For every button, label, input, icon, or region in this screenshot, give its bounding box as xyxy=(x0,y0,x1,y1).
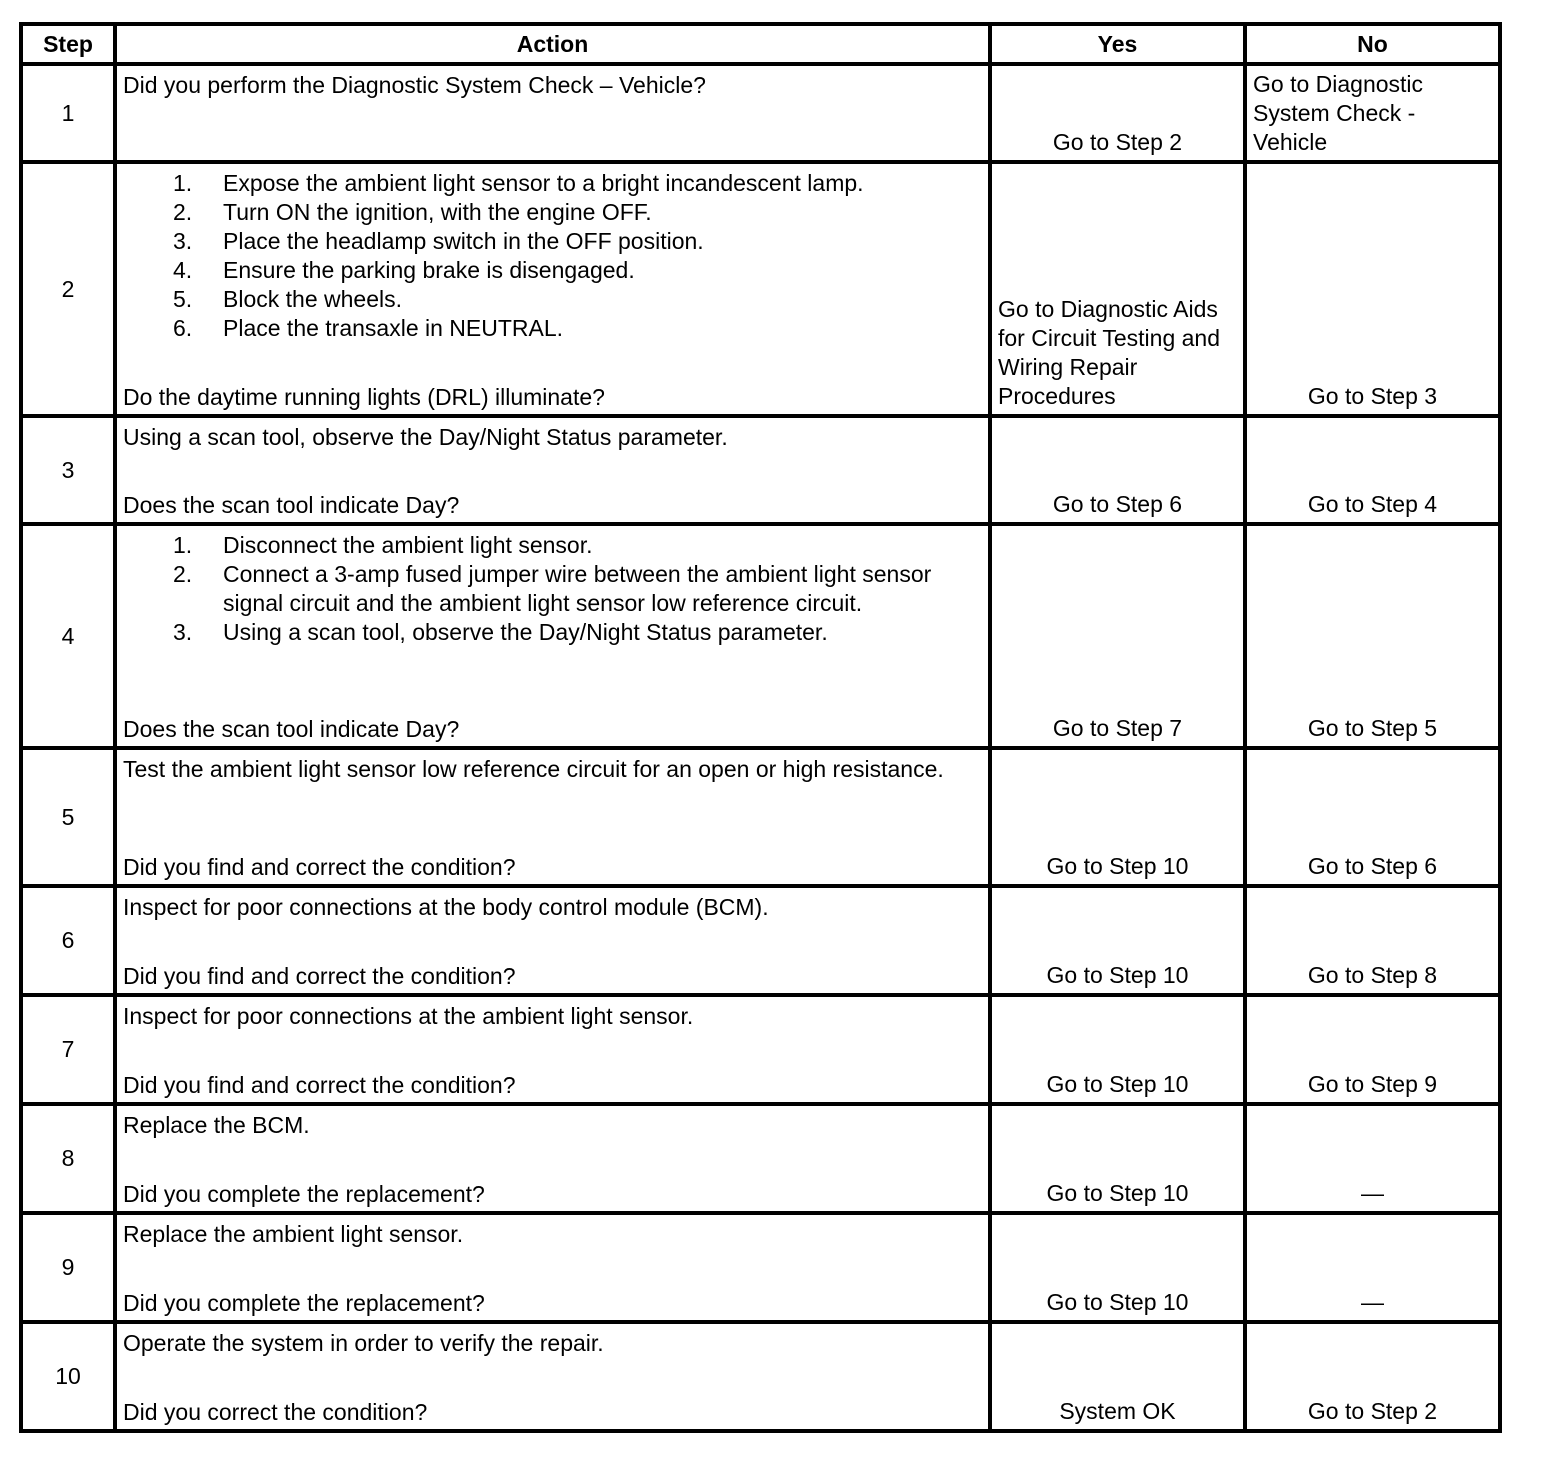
step-number: 5 xyxy=(21,748,115,886)
yes-result: Go to Step 10 xyxy=(990,886,1245,995)
procedure-item-text: Place the headlamp switch in the OFF position. xyxy=(223,228,704,254)
table-row xyxy=(21,524,1500,748)
action-top xyxy=(123,531,982,647)
table-row xyxy=(21,162,1500,416)
no-result: Go to Step 8 xyxy=(1245,886,1500,995)
action-question: Did you correct the condition? xyxy=(123,1399,428,1425)
action-cell xyxy=(115,1322,990,1431)
procedure-item xyxy=(173,198,982,227)
step-number: 9 xyxy=(21,1213,115,1322)
yes-result: Go to Step 6 xyxy=(990,416,1245,524)
step-number: 2 xyxy=(21,162,115,416)
action-top xyxy=(123,169,982,343)
action-question: Did you find and correct the condition? xyxy=(123,1072,516,1098)
header-action: Action xyxy=(115,24,990,64)
header-step: Step xyxy=(21,24,115,64)
table-row xyxy=(21,886,1500,995)
procedure-item-number: 3. xyxy=(173,228,193,254)
step-number: 3 xyxy=(21,416,115,524)
table-row xyxy=(21,1213,1500,1322)
action-content xyxy=(123,1329,982,1427)
header-yes: Yes xyxy=(990,24,1245,64)
no-result: Go to Step 3 xyxy=(1245,162,1500,416)
procedure-item xyxy=(173,560,982,618)
procedure-item-text: Ensure the parking brake is disengaged. xyxy=(223,257,635,283)
yes-result: Go to Step 10 xyxy=(990,748,1245,886)
action-cell xyxy=(115,64,990,162)
procedure-item-text: Connect a 3-amp fused jumper wire between the ambient light sensor signal circuit and the ambient light sensor low reference circuit. xyxy=(223,561,932,616)
step-number: 4 xyxy=(21,524,115,748)
action-content xyxy=(123,1220,982,1318)
diagnostic-table xyxy=(19,22,1502,1433)
procedure-item xyxy=(173,618,982,647)
no-result: Go to Step 4 xyxy=(1245,416,1500,524)
action-content xyxy=(123,1002,982,1100)
procedure-item-text: Turn ON the ignition, with the engine OFF. xyxy=(223,199,652,225)
yes-result: Go to Step 2 xyxy=(990,64,1245,162)
step-number: 8 xyxy=(21,1104,115,1213)
table-body xyxy=(21,64,1500,1431)
header-no: No xyxy=(1245,24,1500,64)
action-content xyxy=(123,423,982,520)
procedure-item-number: 2. xyxy=(173,199,193,225)
action-top xyxy=(123,893,982,922)
diagnostic-table-container xyxy=(19,22,1502,1433)
no-result: Go to Step 6 xyxy=(1245,748,1500,886)
table-row xyxy=(21,416,1500,524)
procedure-item-number: 1. xyxy=(173,170,193,196)
action-top xyxy=(123,1220,982,1249)
procedure-item-number: 6. xyxy=(173,315,193,341)
action-instruction: Inspect for poor connections at the body control module (BCM). xyxy=(123,894,769,920)
action-top xyxy=(123,1329,982,1358)
no-result: — xyxy=(1245,1213,1500,1322)
table-row xyxy=(21,1322,1500,1431)
yes-result: Go to Step 10 xyxy=(990,1104,1245,1213)
action-top xyxy=(123,755,982,784)
procedure-item-number: 5. xyxy=(173,286,193,312)
action-instruction: Replace the BCM. xyxy=(123,1112,310,1138)
table-row xyxy=(21,995,1500,1104)
procedure-list xyxy=(123,531,982,647)
procedure-item xyxy=(173,285,982,314)
action-instruction: Operate the system in order to verify the repair. xyxy=(123,1330,604,1356)
procedure-item-text: Disconnect the ambient light sensor. xyxy=(223,532,593,558)
yes-result: Go to Step 7 xyxy=(990,524,1245,748)
action-question: Does the scan tool indicate Day? xyxy=(123,716,460,742)
step-number: 6 xyxy=(21,886,115,995)
action-question: Did you find and correct the condition? xyxy=(123,963,516,989)
procedure-list xyxy=(123,169,982,343)
procedure-item-text: Block the wheels. xyxy=(223,286,402,312)
procedure-item-number: 1. xyxy=(173,532,193,558)
action-cell xyxy=(115,995,990,1104)
step-number: 7 xyxy=(21,995,115,1104)
no-result: Go to Step 5 xyxy=(1245,524,1500,748)
action-question: Do the daytime running lights (DRL) illuminate? xyxy=(123,384,605,410)
action-top xyxy=(123,1111,982,1140)
procedure-item xyxy=(173,227,982,256)
action-content xyxy=(123,71,982,158)
action-cell xyxy=(115,1213,990,1322)
action-content xyxy=(123,1111,982,1209)
yes-result: Go to Step 10 xyxy=(990,1213,1245,1322)
action-content xyxy=(123,755,982,882)
table-row xyxy=(21,64,1500,162)
action-top xyxy=(123,1002,982,1031)
table-row xyxy=(21,748,1500,886)
yes-result: System OK xyxy=(990,1322,1245,1431)
action-question: Did you find and correct the condition? xyxy=(123,854,516,880)
step-number: 10 xyxy=(21,1322,115,1431)
action-instruction: Did you perform the Diagnostic System Check – Vehicle? xyxy=(123,72,706,98)
action-cell xyxy=(115,416,990,524)
action-question: Did you complete the replacement? xyxy=(123,1290,485,1316)
procedure-item xyxy=(173,531,982,560)
step-number: 1 xyxy=(21,64,115,162)
procedure-item-number: 3. xyxy=(173,619,193,645)
action-instruction: Test the ambient light sensor low reference circuit for an open or high resistance. xyxy=(123,756,944,782)
procedure-item xyxy=(173,256,982,285)
yes-result: Go to Diagnostic Aids for Circuit Testing and Wiring Repair Procedures xyxy=(990,162,1245,416)
action-top xyxy=(123,423,982,452)
action-content xyxy=(123,169,982,412)
action-top xyxy=(123,71,982,100)
no-result: — xyxy=(1245,1104,1500,1213)
no-result: Go to Step 2 xyxy=(1245,1322,1500,1431)
action-instruction: Inspect for poor connections at the ambient light sensor. xyxy=(123,1003,694,1029)
procedure-item xyxy=(173,169,982,198)
procedure-item-number: 4. xyxy=(173,257,193,283)
table-row xyxy=(21,1104,1500,1213)
yes-result: Go to Step 10 xyxy=(990,995,1245,1104)
procedure-item-text: Expose the ambient light sensor to a bright incandescent lamp. xyxy=(223,170,864,196)
action-question: Does the scan tool indicate Day? xyxy=(123,492,460,518)
no-result: Go to Step 9 xyxy=(1245,995,1500,1104)
procedure-item-text: Place the transaxle in NEUTRAL. xyxy=(223,315,564,341)
action-instruction: Using a scan tool, observe the Day/Night Status parameter. xyxy=(123,424,728,450)
no-result: Go to Diagnostic System Check - Vehicle xyxy=(1245,64,1500,162)
procedure-item-number: 2. xyxy=(173,561,193,587)
action-cell xyxy=(115,1104,990,1213)
action-instruction: Replace the ambient light sensor. xyxy=(123,1221,464,1247)
action-content xyxy=(123,893,982,991)
action-content xyxy=(123,531,982,744)
action-question: Did you complete the replacement? xyxy=(123,1181,485,1207)
action-cell xyxy=(115,162,990,416)
procedure-item xyxy=(173,314,982,343)
action-cell xyxy=(115,524,990,748)
header-row xyxy=(21,24,1500,64)
action-cell xyxy=(115,748,990,886)
action-cell xyxy=(115,886,990,995)
procedure-item-text: Using a scan tool, observe the Day/Night Status parameter. xyxy=(223,619,828,645)
